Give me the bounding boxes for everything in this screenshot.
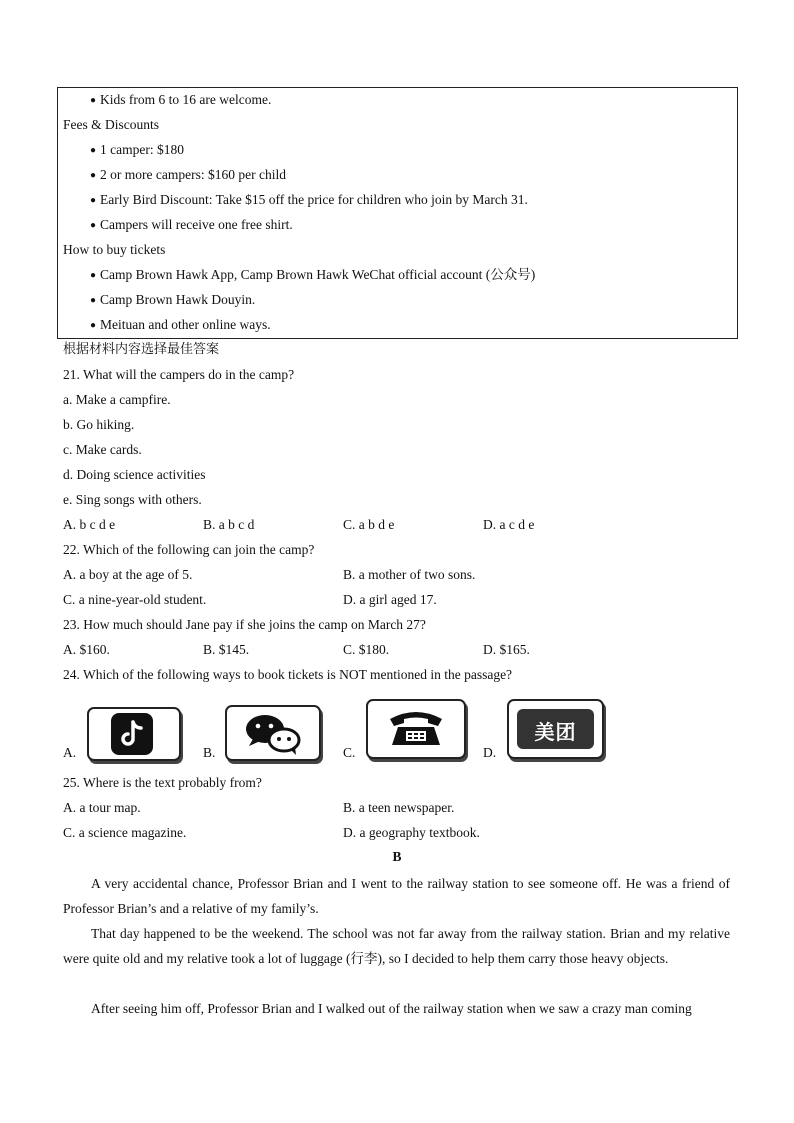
wechat-bubbles-icon: [227, 707, 319, 759]
q22-option-b[interactable]: B. a mother of two sons.: [343, 567, 476, 582]
q24-option-c[interactable]: C.: [343, 745, 356, 760]
douyin-icon[interactable]: [87, 707, 181, 761]
q25-option-a[interactable]: A. a tour map.: [63, 800, 141, 815]
q25-option-d[interactable]: D. a geography textbook.: [343, 825, 480, 840]
q23-option-d[interactable]: D. $165.: [483, 642, 530, 657]
douyin-note-icon: [111, 713, 153, 755]
passage-paragraph: That day happened to be the weekend. The school was not far away from the railway station. Brian and my relative were quite old and my relative took a lot of luggage (行李), so I decided to help them carry those heavy objects.: [63, 926, 730, 966]
age-rule: ● Kids from 6 to 16 are welcome.: [90, 91, 271, 111]
fee-item: ● 1 camper: $180: [90, 141, 184, 161]
question-22: 22. Which of the following can join the camp?: [63, 542, 315, 557]
q21-option-c[interactable]: C. a b d e: [343, 517, 395, 532]
section-b-title: B: [392, 849, 402, 864]
q23-option-b[interactable]: B. $145.: [203, 642, 250, 657]
question-24: 24. Which of the following ways to book tickets is NOT mentioned in the passage?: [63, 667, 513, 682]
q21-option-b[interactable]: B. a b c d: [203, 517, 255, 532]
buy-item: ● Meituan and other online ways.: [90, 316, 271, 336]
passage-paragraph: A very accidental chance, Professor Brian and I went to the railway station to see someone off. He was a friend of Professor Brian’s and a relative of my family’s.: [63, 876, 730, 916]
q25-option-b[interactable]: B. a teen newspaper.: [343, 800, 455, 815]
instruction: 根据材料内容选择最佳答案: [63, 342, 220, 357]
passage-paragraph: After seeing him off, Professor Brian and I walked out of the railway station when we saw a crazy man coming: [91, 1001, 692, 1016]
q21-option-a[interactable]: A. b c d e: [63, 517, 116, 532]
fee-item: ● Early Bird Discount: Take $15 off the price for children who join by March 31.: [90, 191, 528, 211]
buy-heading: How to buy tickets: [63, 242, 166, 257]
buy-item: ● Camp Brown Hawk App, Camp Brown Hawk WeChat official account (公众号): [90, 266, 535, 286]
q21-item: a. Make a campfire.: [63, 392, 171, 407]
q24-option-b[interactable]: B.: [203, 745, 216, 760]
question-25: 25. Where is the text probably from?: [63, 775, 262, 790]
question-21: 21. What will the campers do in the camp?: [63, 367, 295, 382]
telephone-shape-icon: [368, 701, 464, 757]
fees-heading: Fees & Discounts: [63, 117, 159, 132]
buy-item: ● Camp Brown Hawk Douyin.: [90, 291, 255, 311]
meituan-icon[interactable]: [507, 699, 604, 759]
question-23: 23. How much should Jane pay if she joins the camp on March 27?: [63, 617, 426, 632]
q21-option-d[interactable]: D. a c d e: [483, 517, 535, 532]
q21-item: d. Doing science activities: [63, 467, 206, 482]
q22-option-d[interactable]: D. a girl aged 17.: [343, 592, 437, 607]
q25-option-c[interactable]: C. a science magazine.: [63, 825, 187, 840]
q24-option-a[interactable]: A.: [63, 745, 77, 760]
q21-item: b. Go hiking.: [63, 417, 135, 432]
q23-option-c[interactable]: C. $180.: [343, 642, 390, 657]
q24-option-d[interactable]: D.: [483, 745, 497, 760]
q23-option-a[interactable]: A. $160.: [63, 642, 110, 657]
q21-item: e. Sing songs with others.: [63, 492, 202, 507]
wechat-icon[interactable]: [225, 705, 321, 761]
fee-item: ● Campers will receive one free shirt.: [90, 216, 293, 236]
q21-item: c. Make cards.: [63, 442, 142, 457]
fee-item: ● 2 or more campers: $160 per child: [90, 166, 286, 186]
telephone-icon[interactable]: [366, 699, 466, 759]
q22-option-a[interactable]: A. a boy at the age of 5.: [63, 567, 193, 582]
q22-option-c[interactable]: C. a nine-year-old student.: [63, 592, 207, 607]
meituan-label: 美团: [534, 720, 577, 744]
